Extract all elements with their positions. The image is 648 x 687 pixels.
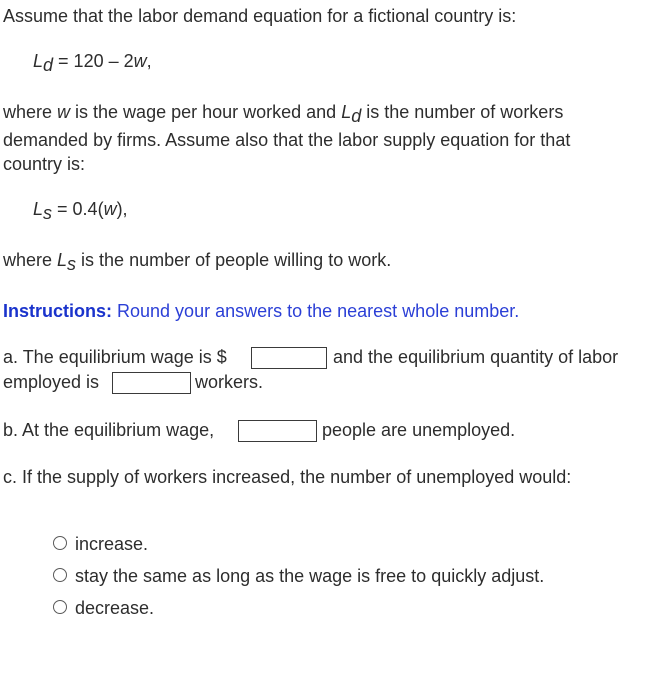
radio-stay-same[interactable] (53, 568, 67, 582)
eq1-w: w (133, 51, 147, 71)
option-decrease-label[interactable]: decrease. (75, 598, 155, 618)
instructions (3, 301, 519, 322)
where1-a: where (3, 102, 58, 122)
where2-a: where (3, 250, 58, 270)
part-a-line1-a: a. The equilibrium wage is $ (3, 347, 227, 367)
part-a-line1-b: and the equilibrium quantity of labor (333, 347, 619, 367)
where2-b: is the number of people willing to work. (76, 250, 392, 270)
where1-line1 (3, 102, 564, 126)
eq2-rhs-b: ), (116, 199, 128, 219)
eq1-L: L (33, 51, 44, 71)
radio-increase[interactable] (53, 536, 67, 550)
option-stay-same-label[interactable]: stay the same as long as the wage is free to quickly adjust. (75, 566, 545, 586)
where2-L: L (57, 250, 68, 270)
where1-L: L (341, 102, 352, 122)
demand-equation (33, 51, 152, 75)
eq2-rhs-a: = 0.4( (57, 199, 104, 219)
part-b-a: b. At the equilibrium wage, (3, 420, 215, 440)
part-a-line2-b: workers. (195, 372, 264, 392)
instructions-body: Round your answers to the nearest whole number. (112, 301, 520, 321)
where1-c: is the number of workers (361, 102, 564, 122)
part-c-question: c. If the supply of workers increased, the number of unemployed would: (3, 467, 572, 487)
where1-line2: demanded by firms. Assume also that the labor supply equation for that (3, 130, 571, 150)
where2-line (3, 250, 392, 274)
where2-sub: s (67, 254, 77, 274)
eq1-rhs-a: = 120 – 2 (58, 51, 134, 71)
intro-text: Assume that the labor demand equation for a fictional country is: (3, 6, 517, 26)
where1-sub: d (351, 106, 362, 126)
supply-equation (33, 199, 128, 223)
eq1-sub: d (43, 55, 54, 75)
part-a-line2-a: employed is (3, 372, 100, 392)
option-increase-label[interactable]: increase. (75, 534, 149, 554)
quantity-input[interactable] (112, 372, 191, 394)
part-b-b: people are unemployed. (322, 420, 516, 440)
where1-line3: country is: (3, 154, 86, 174)
unemployed-input[interactable] (238, 420, 317, 442)
eq2-L: L (33, 199, 44, 219)
eq2-sub: s (43, 203, 53, 223)
eq2-w: w (103, 199, 117, 219)
where1-b: is the wage per hour worked and (70, 102, 342, 122)
wage-input[interactable] (251, 347, 327, 369)
instructions-head: Instructions: (3, 301, 113, 321)
eq1-rhs-b: , (146, 51, 152, 71)
radio-decrease[interactable] (53, 600, 67, 614)
where1-w: w (57, 102, 71, 122)
